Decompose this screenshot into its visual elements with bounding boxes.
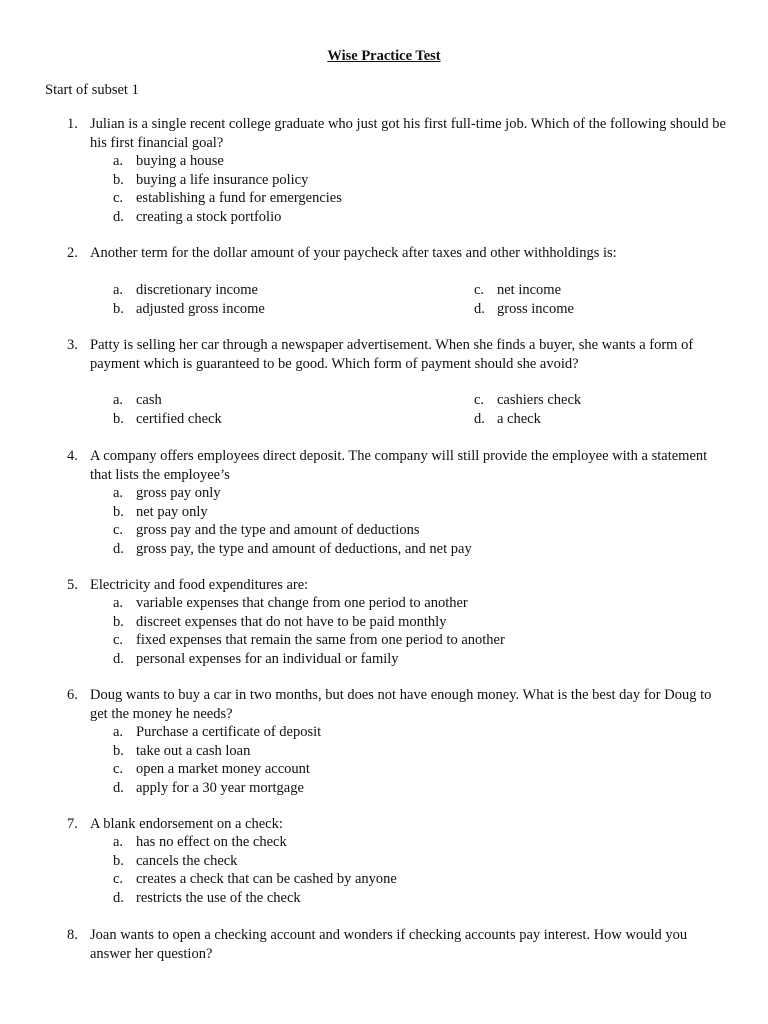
option-letter: d. — [113, 889, 124, 906]
subset-heading: Start of subset 1 — [45, 82, 139, 98]
option-letter: c. — [113, 632, 124, 648]
option-letter: c. — [113, 190, 124, 206]
option-text: cashiers check — [497, 392, 582, 408]
option-letter: d. — [113, 779, 124, 796]
option-text: gross income — [497, 300, 574, 317]
option-letter: b. — [113, 300, 124, 317]
question-number: 1. — [67, 116, 78, 132]
option-text: open a market money account — [136, 761, 310, 777]
option-letter: c. — [113, 761, 124, 777]
question-text: Joan wants to open a checking account and wonders if checking accounts pay interest. How would you answer her question? — [90, 927, 688, 962]
option-letter: c. — [113, 522, 124, 538]
option-letter: d. — [113, 208, 124, 225]
question-number: 4. — [67, 448, 78, 464]
option-letter: c. — [113, 871, 124, 887]
option-text: net pay only — [136, 503, 208, 520]
option-text: adjusted gross income — [136, 300, 265, 317]
option-text: has no effect on the check — [136, 834, 287, 850]
page-title: Wise Practice Test — [327, 48, 441, 64]
option-letter: a. — [113, 595, 124, 611]
option-letter: d. — [474, 300, 485, 317]
option-text: creates a check that can be cashed by anyone — [136, 871, 397, 887]
question-text: Doug wants to buy a car in two months, but does not have enough money. What is the best day for Doug to get the money he needs? — [90, 687, 712, 722]
question-number: 8. — [67, 927, 78, 943]
question-text: A company offers employees direct deposit. The company will still provide the employee with a statement that lists the employee’s — [90, 448, 708, 483]
option-text: establishing a fund for emergencies — [136, 190, 342, 206]
option-letter: d. — [113, 540, 124, 557]
option-text: cancels the check — [136, 852, 238, 869]
option-letter: b. — [113, 852, 124, 869]
option-letter: a. — [113, 485, 124, 501]
option-text: Purchase a certificate of deposit — [136, 724, 322, 740]
option-text: gross pay, the type and amount of deductions, and net pay — [136, 540, 472, 557]
question-text: Patty is selling her car through a newspaper advertisement. When she finds a buyer, she wants a form of payment which is guaranteed to be good. Which form of payment should she avoid? — [90, 337, 694, 372]
option-letter: a. — [113, 153, 124, 169]
option-text: restricts the use of the check — [136, 889, 301, 906]
option-letter: a. — [113, 724, 124, 740]
question-text: Julian is a single recent college graduate who just got his first full-time job. Which of the following should be his first financial goal? — [90, 116, 726, 151]
option-text: discreet expenses that do not have to be paid monthly — [136, 613, 447, 630]
option-letter: d. — [113, 650, 124, 667]
option-letter: b. — [113, 742, 124, 759]
question-text: Another term for the dollar amount of your paycheck after taxes and other withholdings is: — [90, 245, 617, 261]
question-text: A blank endorsement on a check: — [90, 816, 283, 832]
option-text: discretionary income — [136, 282, 258, 298]
option-text: net income — [497, 282, 562, 298]
option-letter: c. — [474, 282, 485, 298]
option-letter: c. — [474, 392, 485, 408]
option-letter: a. — [113, 834, 124, 850]
question-number: 7. — [67, 816, 78, 832]
option-text: personal expenses for an individual or family — [136, 650, 399, 667]
option-letter: d. — [474, 410, 485, 427]
question-number: 3. — [67, 337, 78, 353]
option-text: variable expenses that change from one period to another — [136, 595, 468, 611]
option-text: buying a house — [136, 153, 224, 169]
question-number: 2. — [67, 245, 78, 261]
question-number: 6. — [67, 687, 78, 703]
option-text: fixed expenses that remain the same from one period to another — [136, 632, 505, 648]
option-letter: b. — [113, 503, 124, 520]
option-letter: b. — [113, 410, 124, 427]
question-number: 5. — [67, 577, 78, 593]
option-letter: a. — [113, 392, 124, 408]
option-text: cash — [136, 392, 162, 408]
option-text: take out a cash loan — [136, 742, 251, 759]
option-letter: b. — [113, 171, 124, 188]
option-text: a check — [497, 410, 541, 427]
option-text: apply for a 30 year mortgage — [136, 779, 304, 796]
option-letter: b. — [113, 613, 124, 630]
option-text: certified check — [136, 410, 222, 427]
option-text: gross pay only — [136, 485, 221, 501]
option-text: gross pay and the type and amount of deductions — [136, 522, 420, 538]
option-letter: a. — [113, 282, 124, 298]
option-text: buying a life insurance policy — [136, 171, 309, 188]
option-text: creating a stock portfolio — [136, 208, 282, 225]
question-text: Electricity and food expenditures are: — [90, 577, 309, 593]
